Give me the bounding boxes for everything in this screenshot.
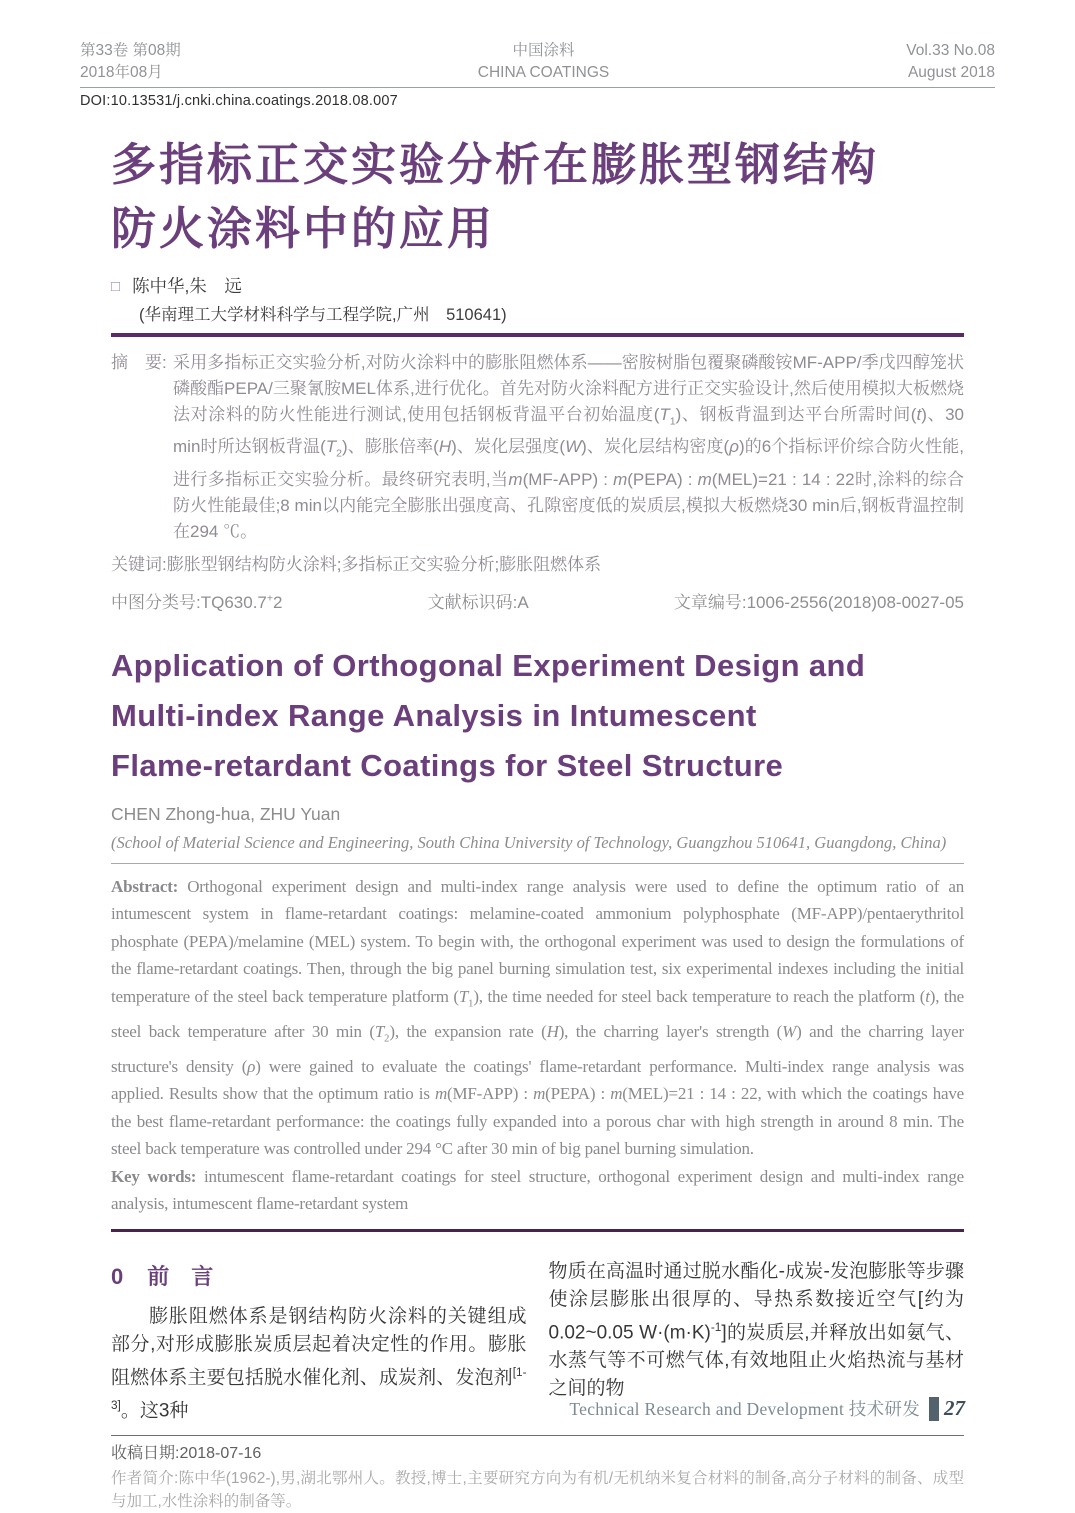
journal-name-cn: 中国涂料 bbox=[512, 42, 575, 59]
journal-header bbox=[80, 40, 995, 84]
page-footer bbox=[569, 1396, 965, 1421]
abstract-en-block bbox=[111, 873, 964, 1163]
intro-paragraph-continued: 物质在高温时通过脱水酯化-成炭-发泡膨胀等步骤使涂层膨胀出很厚的、导热系数接近空气[约为0.02~0.05 $W\cdot(m\cdot K)^{-1}$]的炭质层,并释放出如氨气、水蒸气等不可燃气体,有效地阻止火焰热流与基材之间的物 bbox=[548, 1260, 964, 1399]
date-en: August 2018 bbox=[907, 64, 995, 81]
footer-section-label: Technical Research and Development 技术研发 bbox=[569, 1399, 920, 1419]
abstract-cn-text: 采用多指标正交实验分析,对防火涂料中的膨胀阻燃体系——密胺树脂包覆聚磷酸铵MF-APP/季戊四醇笼状磷酸酯PEPA/三聚氰胺MEL体系,进行优化。首先对防火涂料配方进行正交实验设计,然后使用模拟大板燃烧法对涂料的防火性能进行测试,使用包括钢板背温平台初始温度$(T_1)$、钢板背温到达平台所需时间(t)、30 min时所达钢板背温$(T_2)$、膨胀倍率(H)、炭化层强度(W)、炭化层结构密度(ρ)的6个指标评价综合防火性能,进行多指标正交实验分析。最终研究表明,当m(MF-APP) : m(PEPA) : m(MEL)=21 : 14 : 22时,涂料的综合防火性能最佳;8 min以内能完全膨胀出强度高、孔隙密度低的炭质层,模拟大板燃烧30 min后,钢板背温控制在294 ℃。 bbox=[173, 353, 965, 541]
header-issue-cn bbox=[80, 40, 181, 84]
article-title-cn bbox=[111, 133, 964, 261]
keywords-cn-text: 膨胀型钢结构防火涂料;多指标正交实验分析;膨胀阻燃体系 bbox=[166, 554, 602, 574]
keywords-en-block bbox=[111, 1163, 964, 1218]
journal-name-en: CHINA COATINGS bbox=[477, 64, 610, 81]
document-code: 文献标识码:A bbox=[427, 592, 529, 612]
keywords-en-label: Key words: bbox=[111, 1166, 197, 1186]
section-number: 0 bbox=[111, 1263, 124, 1289]
date-cn: 2018年08月 bbox=[80, 64, 163, 81]
title-en-line3: Flame-retardant Coatings for Steel Structure bbox=[111, 747, 784, 783]
clc-number: 中图分类号:TQ630.7+2 bbox=[111, 592, 283, 612]
authors-en: CHEN Zhong-hua, ZHU Yuan bbox=[111, 803, 341, 824]
intro-paragraph: 膨胀阻燃体系是钢结构防火涂料的关键组成部分,对形成膨胀炭质层起着决定性的作用。膨胀阻燃体系主要包括脱水催化剂、成炭剂、发泡剂[1-3]。这3种 bbox=[111, 1305, 527, 1422]
classification-row bbox=[111, 588, 964, 613]
authors-cn-row bbox=[111, 273, 964, 298]
doi: DOI:10.13531/j.cnki.china.coatings.2018.08.007 bbox=[80, 93, 398, 109]
authors-cn: 陈中华,朱 远 bbox=[132, 276, 242, 296]
article-content bbox=[111, 133, 964, 1513]
english-block-divider bbox=[111, 863, 964, 864]
page-number: 27 bbox=[944, 1396, 965, 1420]
article-title-en bbox=[111, 641, 964, 791]
title-en-line1: Application of Orthogonal Experiment Design and bbox=[111, 647, 866, 683]
volume-issue-en: Vol.33 No.08 bbox=[906, 42, 995, 59]
keywords-cn-label: 关键词: bbox=[111, 554, 167, 574]
keywords-en-text: intumescent flame-retardant coatings for steel structure, orthogonal experiment design and multi-index range analysis, intumescent flame-retardant system bbox=[111, 1166, 965, 1214]
title-cn-line2: 防火涂料中的应用 bbox=[111, 203, 496, 254]
author-marker-icon: □ bbox=[111, 278, 121, 295]
abstract-cn-label: 摘 要: bbox=[111, 353, 167, 372]
header-divider bbox=[80, 87, 995, 88]
section-title: 前 言 bbox=[147, 1263, 214, 1289]
left-column bbox=[111, 1258, 527, 1426]
footnote-block bbox=[111, 1442, 964, 1513]
received-date: 收稿日期:2018-07-16 bbox=[111, 1445, 262, 1463]
journal-name bbox=[478, 40, 609, 84]
abstract-en-label: Abstract: bbox=[111, 876, 179, 896]
title-divider-rule bbox=[111, 333, 964, 337]
affiliation-en: (School of Material Science and Engineering, South China University of Technology, Guangzhou 510641, Guangdong, China) bbox=[111, 832, 947, 852]
footnote-divider bbox=[111, 1435, 964, 1436]
keywords-cn-row bbox=[111, 553, 964, 577]
section-heading-intro bbox=[111, 1260, 527, 1291]
page-number-bar bbox=[929, 1397, 939, 1421]
article-number: 文章编号:1006-2556(2018)08-0027-05 bbox=[673, 592, 964, 612]
body-divider-rule bbox=[111, 1229, 964, 1232]
abstract-en-text: Orthogonal experiment design and multi-index range analysis were used to define the optimum ratio of an intumescent system in flame-retardant coatings: melamine-coated ammonium polyphosphate (MF-APP)/pentaerythritol phosphate (PEPA)/melamine (MEL) system. To begin with, the orthogonal experiment was used to design the formulations of the flame-retardant coatings. Then, through the big panel burning simulation test, six experimental indexes including the initial temperature of the steel back temperature platform $(T_1)$, the time needed for steel back temperature to reach the platform (t), the steel back temperature after 30 $\min (T_2)$, the expansion rate (H), the charring layer's strength (W) and the charring layer structure's density (ρ) were gained to evaluate the coatings' flame-retardant performance. Multi-index range analysis was applied. Results show that the optimum ratio is m(MF-APP) : m(PEPA) : m(MEL)=21 : 14 : 22, with which the coatings have the best flame-retardant performance: the coatings fully expanded into a porous char with high strength in around 8 min. The steel back temperature was controlled under 294 °C after 30 min of big panel burning simulation. bbox=[111, 876, 964, 1159]
title-cn-line1: 多指标正交实验分析在膨胀型钢结构 bbox=[111, 139, 880, 190]
volume-issue-cn: 第33卷 第08期 bbox=[80, 42, 181, 59]
title-en-line2: Multi-index Range Analysis in Intumescent bbox=[111, 697, 757, 733]
header-issue-en bbox=[906, 40, 995, 84]
affiliation-cn: (华南理工大学材料科学与工程学院,广州 510641) bbox=[139, 306, 507, 324]
author-bio: 作者简介:陈中华(1962-),男,湖北鄂州人。教授,博士,主要研究方向为有机/无机纳米复合材料的制备,高分子材料的制备、成型与加工,水性涂料的制备等。 bbox=[111, 1470, 964, 1511]
abstract-cn-block bbox=[111, 350, 964, 545]
